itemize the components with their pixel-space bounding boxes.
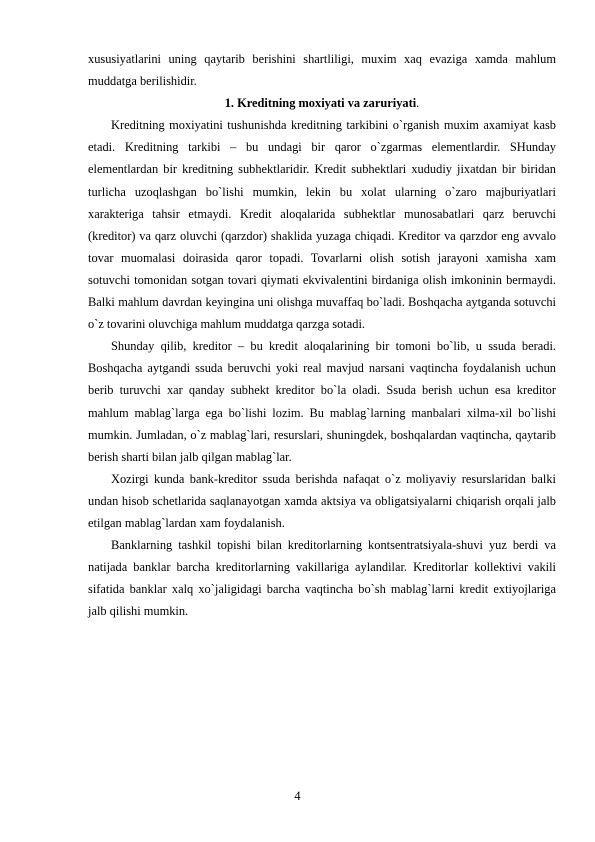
paragraph-2: Shunday qilib, kreditor – bu kredit aloqalarining bir tomoni bo`lib, u ssuda beradi. Boshqacha aytgandi ssuda beruvchi yoki real mavjud narsani vaqtincha foydalanish uchun berib turuvchi xar qanday subhekt kreditor bo`la oladi. Ssuda berish uchun esa kreditor mahlum mablag`larga ega bo`lishi lozim. Bu mablag`larning manbalari xilma-xil bo`lishi mumkin. Jumladan, o`z mablag`lari, resurslari, shuningdek, boshqalardan vaqtincha, qaytarib berish sharti bilan jalb qilgan mablag`lar.: [88, 339, 556, 464]
page-number: 4: [294, 789, 301, 803]
paragraph-1: Kreditning moxiyatini tushunishda kreditning tarkibini o`rganish muxim axamiyat kasb etadi. Kreditning tarkibi – bu undagi bir qaror o`zgarmas elementlardir. SHunday elementlardan bir kreditning subhektlaridir. Kredit subhektlari xududiy jixatdan bir biridan turlicha uzoqlashgan bo`lishi mumkin, lekin bu xolat ularning o`zaro majburiyatlari xarakteriga tahsir etmaydi. Kredit aloqalarida subhektlar munosabatlari qarz beruvchi (kreditor) va qarz oluvchi (qarzdor) shaklida yuzaga chiqadi. Kreditor va qarzdor eng avvalo tovar muomalasi doirasida qaror topadi. Tovarlarni olish sotish jarayoni xamisha xam sotuvchi tomonidan sotgan tovari qiymati ekvivalentini birdaniga olish imkoninin bermaydi. Balki mahlum davrdan keyingina uni olishga muvaffaq bo`ladi. Boshqacha aytganda sotuvchi o`z tovarini oluvchiga mahlum muddatga qarzga sotadi.: [88, 118, 556, 332]
paragraph-4: Banklarning tashkil topishi bilan kreditorlarning kontsentratsiyala-shuvi yuz berdi va natijada banklar barcha kreditorlarning vakillariga aylandilar. Kreditorlar kollektivi vakili sifatida banklar xalq xo`jaligidagi barcha vaqtincha bo`sh mablag`larni kredit extiyojlariga jalb qilishi mumkin.: [88, 538, 556, 619]
section-heading-trailing: .: [416, 96, 420, 111]
intro-paragraph: xususiyatlarini uning qaytarib berishini shartliligi, muxim xaq evaziga xamda mahlum muddatga berilishidir.: [88, 52, 556, 89]
document-body: [88, 48, 556, 622]
section-heading-title: 1. Kreditning moxiyati va zaruriyati: [224, 96, 417, 111]
paragraph-3: Xozirgi kunda bank-kreditor ssuda berishda nafaqat o`z moliyaviy resurslaridan balki undan hisob schetlarida saqlanayotgan xamda aktsiya va obligatsiyalarni chiqarish orqali jalb etilgan mablag`lardan xam foydalanish.: [88, 471, 556, 530]
section-heading: [88, 92, 556, 114]
